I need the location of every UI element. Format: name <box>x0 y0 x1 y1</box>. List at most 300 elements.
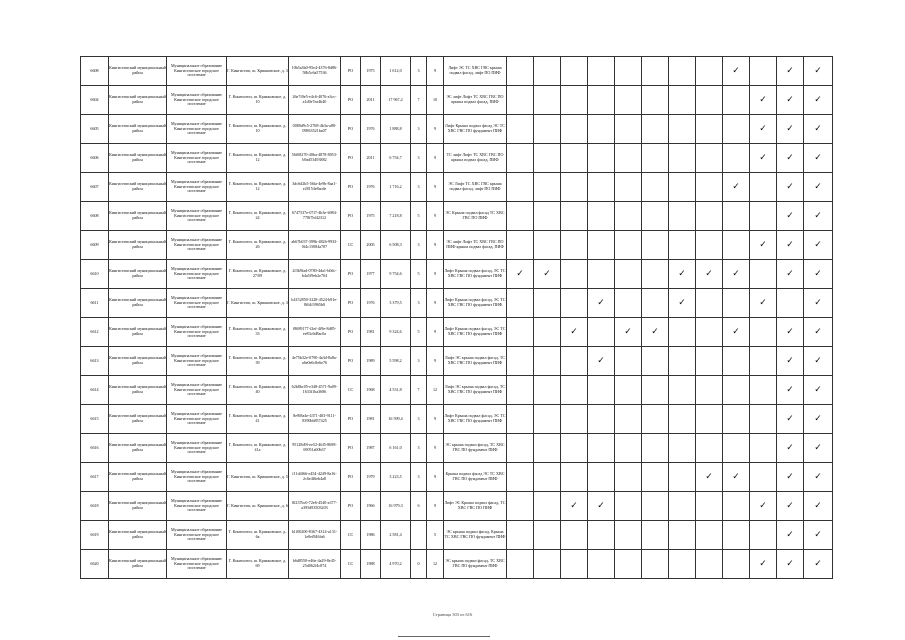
work-type-cell <box>534 202 561 231</box>
wall-material-cell: РО <box>341 57 361 86</box>
work-type-cell <box>615 318 642 347</box>
owner-cell: Муниципальное образование Кингисеппское городское поселение <box>167 405 227 434</box>
year-cell: 1981 <box>361 405 381 434</box>
owner-cell: Муниципальное образование Кингисеппское городское поселение <box>167 144 227 173</box>
table-row <box>81 463 833 492</box>
check-mark-icon: ✓ <box>705 471 713 482</box>
works-cell: Лифт Крыша подвал фасад ЭС ТС ХВС ГВС ПО фундамент ПИФ <box>444 115 507 144</box>
row-number: 6608 <box>81 57 109 86</box>
check-mark-icon: ✓ <box>732 471 740 482</box>
owner-cell: Муниципальное образование Кингисеппское городское поселение <box>167 289 227 318</box>
work-type-cell <box>642 202 669 231</box>
work-type-cell <box>696 434 723 463</box>
work-type-cell <box>561 463 588 492</box>
entrances-cell: 9 <box>427 463 444 492</box>
table-row <box>81 347 833 376</box>
check-mark-icon: ✓ <box>597 500 605 511</box>
work-type-cell <box>723 550 750 579</box>
year-cell: 1975 <box>361 202 381 231</box>
check-mark-icon: ✓ <box>759 297 767 308</box>
work-type-cell <box>723 144 750 173</box>
work-type-cell <box>777 173 804 202</box>
uuid-cell: 8e9f8a4e-4371-403-9111-8390bb857425 <box>289 405 341 434</box>
owner-cell: Муниципальное образование Кингисеппское городское поселение <box>167 347 227 376</box>
row-number: 6604 <box>81 86 109 115</box>
wall-material-cell: РО <box>341 492 361 521</box>
year-cell: 1989 <box>361 347 381 376</box>
work-type-cell <box>669 463 696 492</box>
row-number: 6614 <box>81 376 109 405</box>
floors-cell: 7 <box>411 86 427 115</box>
entrances-cell: 9 <box>427 492 444 521</box>
check-mark-icon: ✓ <box>678 268 686 279</box>
year-cell: 1976 <box>361 289 381 318</box>
work-type-cell <box>534 521 561 550</box>
work-type-cell <box>669 376 696 405</box>
area-cell: 9 324,6 <box>381 318 411 347</box>
works-cell: Крыша подвал фасад ЭС ТС ХВС ГВС ПО фундамент ПИФ <box>444 463 507 492</box>
table-row <box>81 289 833 318</box>
work-type-cell <box>642 86 669 115</box>
table-row <box>81 86 833 115</box>
work-type-cell <box>561 550 588 579</box>
owner-cell: Муниципальное образование Кингисеппское городское поселение <box>167 231 227 260</box>
county-cell: Кингисеппский муниципальный район <box>109 405 167 434</box>
check-mark-icon: ✓ <box>814 500 822 511</box>
work-type-cell <box>561 260 588 289</box>
work-type-cell <box>696 289 723 318</box>
work-type-cell <box>777 405 804 434</box>
work-type-cell <box>669 86 696 115</box>
footer-rule <box>398 636 490 637</box>
table-row <box>81 550 833 579</box>
owner-cell: Муниципальное образование Кингисеппское городское поселение <box>167 86 227 115</box>
year-cell: 1966 <box>361 492 381 521</box>
check-mark-icon: ✓ <box>786 152 794 163</box>
work-type-cell <box>696 260 723 289</box>
work-type-cell <box>696 550 723 579</box>
work-type-cell <box>642 260 669 289</box>
check-mark-icon: ✓ <box>759 500 767 511</box>
area-cell: 16 979,3 <box>381 492 411 521</box>
work-type-cell <box>750 115 777 144</box>
county-cell: Кингисеппский муниципальный район <box>109 521 167 550</box>
check-mark-icon: ✓ <box>732 181 740 192</box>
uuid-cell: f11d4f66-e454-4249-8a16-2c6e4f6eb4a8 <box>289 463 341 492</box>
work-type-cell <box>615 521 642 550</box>
check-mark-icon: ✓ <box>786 413 794 424</box>
check-mark-icon: ✓ <box>624 326 632 337</box>
uuid-cell: b1f00200-8367-4314-a131-1e0ef846fa6 <box>289 521 341 550</box>
works-cell: ЭС Крыша подвал фасад ТС ХВС ГВС ПО ПИФ <box>444 202 507 231</box>
work-type-cell <box>750 260 777 289</box>
row-number: 6613 <box>81 347 109 376</box>
work-type-cell <box>696 115 723 144</box>
register-table-sheet <box>80 56 832 578</box>
row-number: 6609 <box>81 231 109 260</box>
check-mark-icon: ✓ <box>543 268 551 279</box>
entrances-cell: 9 <box>427 173 444 202</box>
uuid-cell: 0080d9c5-2768-4b3a-a88-09863521ba07 <box>289 115 341 144</box>
work-type-cell <box>588 434 615 463</box>
address-cell: Г. Кингисепп, ш. Крикковское, д. 69 <box>227 550 289 579</box>
county-cell: Кингисеппский муниципальный район <box>109 144 167 173</box>
work-type-cell <box>561 173 588 202</box>
table-row <box>81 115 833 144</box>
work-type-cell <box>696 231 723 260</box>
check-mark-icon: ✓ <box>814 558 822 569</box>
works-cell: ЭС крыша подвал фасад, Крыша ТС ХВС ГВС ПО фундамент ПИФ <box>444 521 507 550</box>
work-type-cell <box>804 289 833 318</box>
area-cell: 3 223,5 <box>381 463 411 492</box>
wall-material-cell: РО <box>341 434 361 463</box>
check-mark-icon: ✓ <box>570 500 578 511</box>
work-type-cell <box>588 173 615 202</box>
table-row <box>81 144 833 173</box>
work-type-cell <box>588 144 615 173</box>
wall-material-cell: РО <box>341 289 361 318</box>
work-type-cell <box>723 86 750 115</box>
works-cell: Лифт Крыша подвал фасад, ЭС ТС ХВС ГВС ПО фундамент ПИФ <box>444 289 507 318</box>
work-type-cell <box>750 57 777 86</box>
work-type-cell <box>507 115 534 144</box>
work-type-cell <box>534 144 561 173</box>
work-type-cell <box>615 492 642 521</box>
check-mark-icon: ✓ <box>786 384 794 395</box>
floors-cell: 3 <box>411 144 427 173</box>
work-type-cell <box>723 521 750 550</box>
work-type-cell <box>588 492 615 521</box>
address-cell: Г. Кингисепп, ш. Крикковское, д. 6а <box>227 521 289 550</box>
work-type-cell <box>615 202 642 231</box>
area-cell: 5 598,2 <box>381 347 411 376</box>
works-cell: Лифт Крыша подвал фасад, ЭС ТС ХВС ГВС ПО фундамент ПИФ <box>444 405 507 434</box>
owner-cell: Муниципальное образование Кингисеппское городское поселение <box>167 550 227 579</box>
work-type-cell <box>777 202 804 231</box>
work-type-cell <box>804 521 833 550</box>
check-mark-icon: ✓ <box>814 529 822 540</box>
floors-cell: 0 <box>411 550 427 579</box>
work-type-cell <box>723 492 750 521</box>
work-type-cell <box>777 347 804 376</box>
work-type-cell <box>804 231 833 260</box>
works-cell: Лифт Крыша подвал фасад, ЭС ТС ХВС ГВС ПО фундамент ПИФ <box>444 318 507 347</box>
work-type-cell <box>588 463 615 492</box>
work-type-cell <box>615 57 642 86</box>
uuid-cell: 95128d9f-ee52-46f5-8698-69051a00b37 <box>289 434 341 463</box>
work-type-cell <box>561 492 588 521</box>
work-type-cell <box>669 405 696 434</box>
area-cell: 1 888,8 <box>381 115 411 144</box>
check-mark-icon: ✓ <box>786 94 794 105</box>
uuid-cell: 2f3b9fad-0780-4da1-b0dc-b4a5f9eb2e704 <box>289 260 341 289</box>
wall-material-cell: РО <box>341 202 361 231</box>
work-type-cell <box>507 57 534 86</box>
year-cell: 1977 <box>361 260 381 289</box>
table-row <box>81 318 833 347</box>
work-type-cell <box>642 115 669 144</box>
work-type-cell <box>777 550 804 579</box>
county-cell: Кингисеппский муниципальный район <box>109 318 167 347</box>
check-mark-icon: ✓ <box>814 65 822 76</box>
work-type-cell <box>669 492 696 521</box>
work-type-cell <box>669 318 696 347</box>
work-type-cell <box>750 376 777 405</box>
address-cell: Г. Кингисепп, ш. Крикковское, д. 41а <box>227 434 289 463</box>
work-type-cell <box>561 231 588 260</box>
area-cell: 6 754,7 <box>381 144 411 173</box>
check-mark-icon: ✓ <box>814 471 822 482</box>
floors-cell: 3 <box>411 231 427 260</box>
check-mark-icon: ✓ <box>814 94 822 105</box>
work-type-cell <box>507 260 534 289</box>
address-cell: Г. Кингисепп, ш. Крикковское, д. 10 <box>227 86 289 115</box>
owner-cell: Муниципальное образование Кингисеппское городское поселение <box>167 173 227 202</box>
entrances-cell: 10 <box>427 86 444 115</box>
floors-cell: 3 <box>411 57 427 86</box>
check-mark-icon: ✓ <box>759 152 767 163</box>
county-cell: Кингисеппский муниципальный район <box>109 492 167 521</box>
work-type-cell <box>507 521 534 550</box>
work-type-cell <box>615 550 642 579</box>
row-number: 6615 <box>81 405 109 434</box>
uuid-cell: 4e75b32e-0790-4a3d-8a8a-a6e0e6c8e6e76 <box>289 347 341 376</box>
work-type-cell <box>588 231 615 260</box>
wall-material-cell: РО <box>341 260 361 289</box>
work-type-cell <box>561 144 588 173</box>
check-mark-icon: ✓ <box>786 268 794 279</box>
work-type-cell <box>561 115 588 144</box>
work-type-cell <box>534 289 561 318</box>
uuid-cell: 8f237bc0-72e6-4540-a377-a395d93503203 <box>289 492 341 521</box>
work-type-cell <box>507 405 534 434</box>
work-type-cell <box>777 231 804 260</box>
work-type-cell <box>561 376 588 405</box>
table-row <box>81 231 833 260</box>
work-type-cell <box>723 434 750 463</box>
floors-cell: 3 <box>411 405 427 434</box>
work-type-cell <box>696 376 723 405</box>
work-type-cell <box>588 550 615 579</box>
wall-material-cell: РО <box>341 115 361 144</box>
work-type-cell <box>588 347 615 376</box>
work-type-cell <box>669 57 696 86</box>
uuid-cell: b6d8550-e46e-4a29-8e45-25d062f4c874 <box>289 550 341 579</box>
work-type-cell <box>534 260 561 289</box>
year-cell: 1976 <box>361 115 381 144</box>
work-type-cell <box>804 434 833 463</box>
work-type-cell <box>804 492 833 521</box>
area-cell: 9 754,6 <box>381 260 411 289</box>
work-type-cell <box>723 260 750 289</box>
work-type-cell <box>642 521 669 550</box>
owner-cell: Муниципальное образование Кингисеппское городское поселение <box>167 521 227 550</box>
year-cell: 1975 <box>361 57 381 86</box>
entrances-cell: 9 <box>427 289 444 318</box>
county-cell: Кингисеппский муниципальный район <box>109 434 167 463</box>
check-mark-icon: ✓ <box>814 268 822 279</box>
work-type-cell <box>777 376 804 405</box>
work-type-cell <box>507 376 534 405</box>
work-type-cell <box>534 405 561 434</box>
work-type-cell <box>777 86 804 115</box>
table-row <box>81 492 833 521</box>
work-type-cell <box>561 318 588 347</box>
entrances-cell: 9 <box>427 318 444 347</box>
check-mark-icon: ✓ <box>597 297 605 308</box>
area-cell: 16 599,4 <box>381 405 411 434</box>
floors-cell: 5 <box>411 260 427 289</box>
check-mark-icon: ✓ <box>705 268 713 279</box>
work-type-cell <box>669 347 696 376</box>
check-mark-icon: ✓ <box>814 123 822 134</box>
work-type-cell <box>534 376 561 405</box>
check-mark-icon: ✓ <box>786 210 794 221</box>
work-type-cell <box>561 289 588 318</box>
work-type-cell <box>777 521 804 550</box>
row-number: 6619 <box>81 521 109 550</box>
row-number: 6617 <box>81 463 109 492</box>
county-cell: Кингисеппский муниципальный район <box>109 260 167 289</box>
address-cell: Г. Кингисепп, ш. Крикковское, д. 3 <box>227 57 289 86</box>
address-cell: Г. Кингисепп, ш. Крикковское, д. 6 <box>227 492 289 521</box>
check-mark-icon: ✓ <box>814 297 822 308</box>
work-type-cell <box>777 115 804 144</box>
entrances-cell: 9 <box>427 405 444 434</box>
work-type-cell <box>777 289 804 318</box>
floors-cell: 3 <box>411 463 427 492</box>
work-type-cell <box>723 231 750 260</box>
work-type-cell <box>696 86 723 115</box>
wall-material-cell: СС <box>341 521 361 550</box>
uuid-cell: 10b5a3b0-95e4-4376-8d86-58b5c6a57536 <box>289 57 341 86</box>
work-type-cell <box>561 86 588 115</box>
wall-material-cell: РО <box>341 405 361 434</box>
works-cell: ЭС лифт Лифт ТС ХВС ГВС ПО ПИФ крыша подвал фасад, ПИФ <box>444 231 507 260</box>
works-cell: Лифт ЭС ТС ХВС ГВС крыша подвал фасад, лифт ПО ПИФ <box>444 57 507 86</box>
work-type-cell <box>804 463 833 492</box>
work-type-cell <box>534 492 561 521</box>
work-type-cell <box>642 463 669 492</box>
work-type-cell <box>561 434 588 463</box>
check-mark-icon: ✓ <box>597 355 605 366</box>
check-mark-icon: ✓ <box>759 123 767 134</box>
year-cell: 2011 <box>361 144 381 173</box>
work-type-cell <box>804 144 833 173</box>
address-cell: Г. Кингисепп, ш. Крикковское, д. 41 <box>227 405 289 434</box>
work-type-cell <box>534 318 561 347</box>
table-row <box>81 57 833 86</box>
area-cell: 4 531,8 <box>381 376 411 405</box>
work-type-cell <box>534 463 561 492</box>
entrances-cell: 9 <box>427 202 444 231</box>
check-mark-icon: ✓ <box>814 181 822 192</box>
check-mark-icon: ✓ <box>732 268 740 279</box>
work-type-cell <box>588 376 615 405</box>
check-mark-icon: ✓ <box>814 152 822 163</box>
work-type-cell <box>615 347 642 376</box>
entrances-cell: 9 <box>427 144 444 173</box>
work-type-cell <box>588 86 615 115</box>
work-type-cell <box>534 173 561 202</box>
wall-material-cell: РО <box>341 86 361 115</box>
floors-cell: 3 <box>411 434 427 463</box>
check-mark-icon: ✓ <box>786 123 794 134</box>
work-type-cell <box>723 318 750 347</box>
work-type-cell <box>669 144 696 173</box>
area-cell: 6 161,0 <box>381 434 411 463</box>
uuid-cell: 6747537e-07f7-4b3e-b984-778f7bf42312 <box>289 202 341 231</box>
table-row <box>81 173 833 202</box>
county-cell: Кингисеппский муниципальный район <box>109 347 167 376</box>
work-type-cell <box>804 318 833 347</box>
table-row <box>81 434 833 463</box>
floors-cell: 5 <box>411 202 427 231</box>
owner-cell: Муниципальное образование Кингисеппское городское поселение <box>167 115 227 144</box>
entrances-cell: 9 <box>427 260 444 289</box>
owner-cell: Муниципальное образование Кингисеппское городское поселение <box>167 318 227 347</box>
work-type-cell <box>696 202 723 231</box>
entrances-cell: 9 <box>427 434 444 463</box>
work-type-cell <box>750 173 777 202</box>
owner-cell: Муниципальное образование Кингисеппское городское поселение <box>167 492 227 521</box>
check-mark-icon: ✓ <box>786 500 794 511</box>
work-type-cell <box>534 231 561 260</box>
work-type-cell <box>696 521 723 550</box>
work-type-cell <box>777 144 804 173</box>
entrances-cell: 12 <box>427 550 444 579</box>
work-type-cell <box>669 434 696 463</box>
work-type-cell <box>804 202 833 231</box>
row-number: 6610 <box>81 260 109 289</box>
work-type-cell <box>804 173 833 202</box>
owner-cell: Муниципальное образование Кингисеппское городское поселение <box>167 376 227 405</box>
work-type-cell <box>615 463 642 492</box>
works-cell: Лифт ЭС крыша подвал фасад, ТС ХВС ГВС ПО фундамент ПИФ <box>444 376 507 405</box>
work-type-cell <box>588 115 615 144</box>
work-type-cell <box>642 231 669 260</box>
uuid-cell: 62b8bc05-e348-4571-9a09-1633f1ba3686 <box>289 376 341 405</box>
table-row <box>81 376 833 405</box>
county-cell: Кингисеппский муниципальный район <box>109 231 167 260</box>
work-type-cell <box>615 434 642 463</box>
works-cell: ЭС крыша подвал фасад, ТС ХВС ГВС ПО фундамент ПИФ <box>444 434 507 463</box>
work-type-cell <box>669 231 696 260</box>
address-cell: Г. Кингисепп, ш. Крикковское, д. 39 <box>227 347 289 376</box>
work-type-cell <box>588 318 615 347</box>
county-cell: Кингисеппский муниципальный район <box>109 463 167 492</box>
work-type-cell <box>696 492 723 521</box>
check-mark-icon: ✓ <box>786 442 794 453</box>
owner-cell: Муниципальное образование Кингисеппское городское поселение <box>167 434 227 463</box>
work-type-cell <box>750 202 777 231</box>
address-cell: Г. Кингисепп, ш. Крикковское, д. 10 <box>227 115 289 144</box>
work-type-cell <box>750 144 777 173</box>
work-type-cell <box>669 550 696 579</box>
work-type-cell <box>804 260 833 289</box>
floors-cell: 3 <box>411 173 427 202</box>
work-type-cell <box>777 434 804 463</box>
work-type-cell <box>804 57 833 86</box>
work-type-cell <box>507 144 534 173</box>
work-type-cell <box>669 289 696 318</box>
work-type-cell <box>777 57 804 86</box>
work-type-cell <box>615 260 642 289</box>
county-cell: Кингисеппский муниципальный район <box>109 376 167 405</box>
check-mark-icon: ✓ <box>814 239 822 250</box>
work-type-cell <box>669 521 696 550</box>
county-cell: Кингисеппский муниципальный район <box>109 289 167 318</box>
